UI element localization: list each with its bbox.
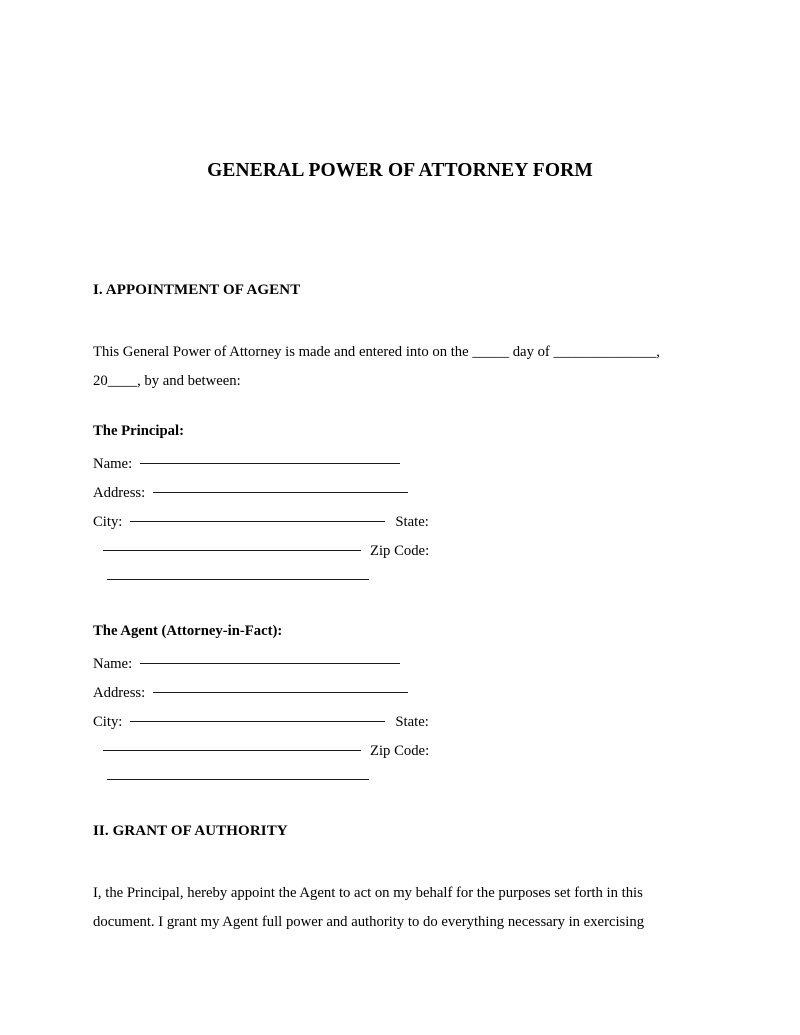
principal-zip-code-input-line[interactable] bbox=[107, 579, 369, 580]
agent-zip-code-input-line[interactable] bbox=[107, 779, 369, 780]
principal-state-label: State: bbox=[395, 514, 429, 530]
grant-of-authority-paragraph: I, the Principal, hereby appoint the Agent to act on my behalf for the purposes set forth in this document. I grant my Agent full power and authority to do everything necessary in exercising bbox=[93, 885, 645, 930]
agent-name-label: Name: bbox=[93, 656, 133, 672]
section-heading-grant-of-authority: II. GRANT OF AUTHORITY bbox=[93, 823, 288, 839]
agent-name-input-line[interactable] bbox=[140, 663, 400, 664]
agent-state-zip-row bbox=[98, 737, 429, 766]
principal-city-state-row bbox=[93, 508, 429, 537]
principal-name-label: Name: bbox=[93, 456, 133, 472]
agent-state-input-line[interactable] bbox=[103, 750, 361, 751]
agent-block-label: The Agent (Attorney-in-Fact): bbox=[93, 623, 283, 639]
agent-name-row bbox=[93, 650, 400, 679]
principal-city-input-line[interactable] bbox=[130, 521, 385, 522]
principal-state-zip-row bbox=[98, 537, 429, 566]
principal-block-label: The Principal: bbox=[93, 423, 184, 439]
agent-address-label: Address: bbox=[93, 685, 146, 701]
principal-zip-code-label: Zip Code: bbox=[370, 543, 430, 559]
agent-city-label: City: bbox=[93, 714, 123, 730]
agent-address-row bbox=[93, 679, 408, 708]
principal-name-row bbox=[93, 450, 400, 479]
agent-city-input-line[interactable] bbox=[130, 721, 385, 722]
agent-zip-code-label: Zip Code: bbox=[370, 743, 430, 759]
principal-address-label: Address: bbox=[93, 485, 146, 501]
agent-state-label: State: bbox=[395, 714, 429, 730]
agent-city-state-row bbox=[93, 708, 429, 737]
agent-address-input-line[interactable] bbox=[153, 692, 408, 693]
principal-name-input-line[interactable] bbox=[140, 463, 400, 464]
principal-state-input-line[interactable] bbox=[103, 550, 361, 551]
appointment-intro-paragraph: This General Power of Attorney is made and entered into on the _____ day of ______________, 20____, by and between: bbox=[93, 344, 660, 389]
agent-zip-row bbox=[100, 766, 369, 795]
page-title: GENERAL POWER OF ATTORNEY FORM bbox=[207, 160, 593, 181]
principal-address-row bbox=[93, 479, 408, 508]
principal-city-label: City: bbox=[93, 514, 123, 530]
section-heading-appointment-of-agent: I. APPOINTMENT OF AGENT bbox=[93, 282, 301, 298]
principal-address-input-line[interactable] bbox=[153, 492, 408, 493]
principal-zip-row bbox=[100, 566, 369, 595]
